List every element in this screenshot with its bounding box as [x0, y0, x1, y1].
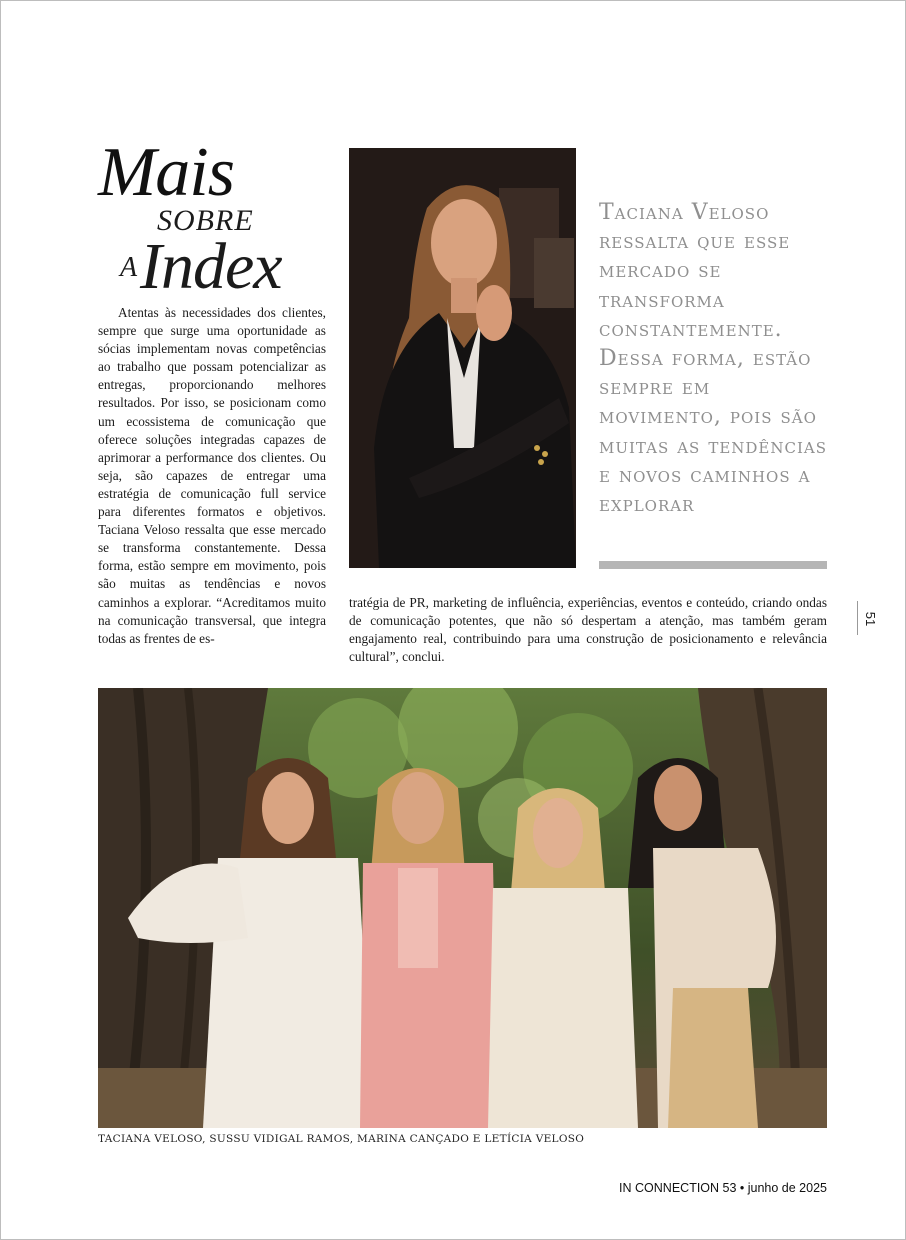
- pull-quote-rule: [599, 561, 827, 569]
- headline-index: Index: [140, 230, 282, 303]
- headline-mais: Mais: [98, 134, 234, 211]
- article-paragraph: Atentas às necessidades dos clientes, sempre que surge uma oportunidade as sócias implementam novas competências ao trabalho que possam potencializar as entregas, proporcionando melhores resultados. Por isso, se posicionam como um ecossistema de comunicação que oferece soluções integradas capazes de aprimorar a performance dos clientes. Ou seja, são capazes de entregar uma estratégia de comunicação full service para diferentes formatos e objetivos. Taciana Veloso ressalta que esse mercado se transforma constantemente. Dessa forma, estão sempre em movimento, pois são muitas as tendências e novos caminhos a explorar. “Acreditamos muito na comunicação transversal, que integra todas as frentes de es-: [98, 305, 326, 646]
- photo-caption: TACIANA VELOSO, SUSSU VIDIGAL RAMOS, MARINA CANÇADO E LETÍCIA VELOSO: [98, 1133, 585, 1145]
- page-number-divider: [857, 601, 858, 635]
- magazine-footer: IN CONNECTION 53 • junho de 2025: [619, 1181, 827, 1195]
- headline-sobre: SOBRE: [157, 204, 254, 237]
- article-body-continuation: tratégia de PR, marketing de influência, experiências, eventos e conteúdo, criando ondas de comunicação potentes, que não só despertam a atenção, mas também geram engajamento real, contribuindo para uma construção de posicionamento e relevância cultural”, conclui.: [349, 595, 827, 665]
- portrait-photo-taciana-veloso: [349, 148, 576, 568]
- article-body-left-column: [98, 304, 326, 648]
- page-number: 51: [863, 611, 878, 627]
- pull-quote: Taciana Veloso ressalta que esse mercado se transforma constantemente. Dessa forma, estão sempre em movimento, pois são muitas as tendências e novos caminhos a explorar: [599, 200, 828, 518]
- portrait-illustration: [349, 148, 576, 568]
- headline-a: A: [120, 252, 138, 283]
- group-photo: [98, 688, 827, 1128]
- group-photo-illustration: [98, 688, 827, 1128]
